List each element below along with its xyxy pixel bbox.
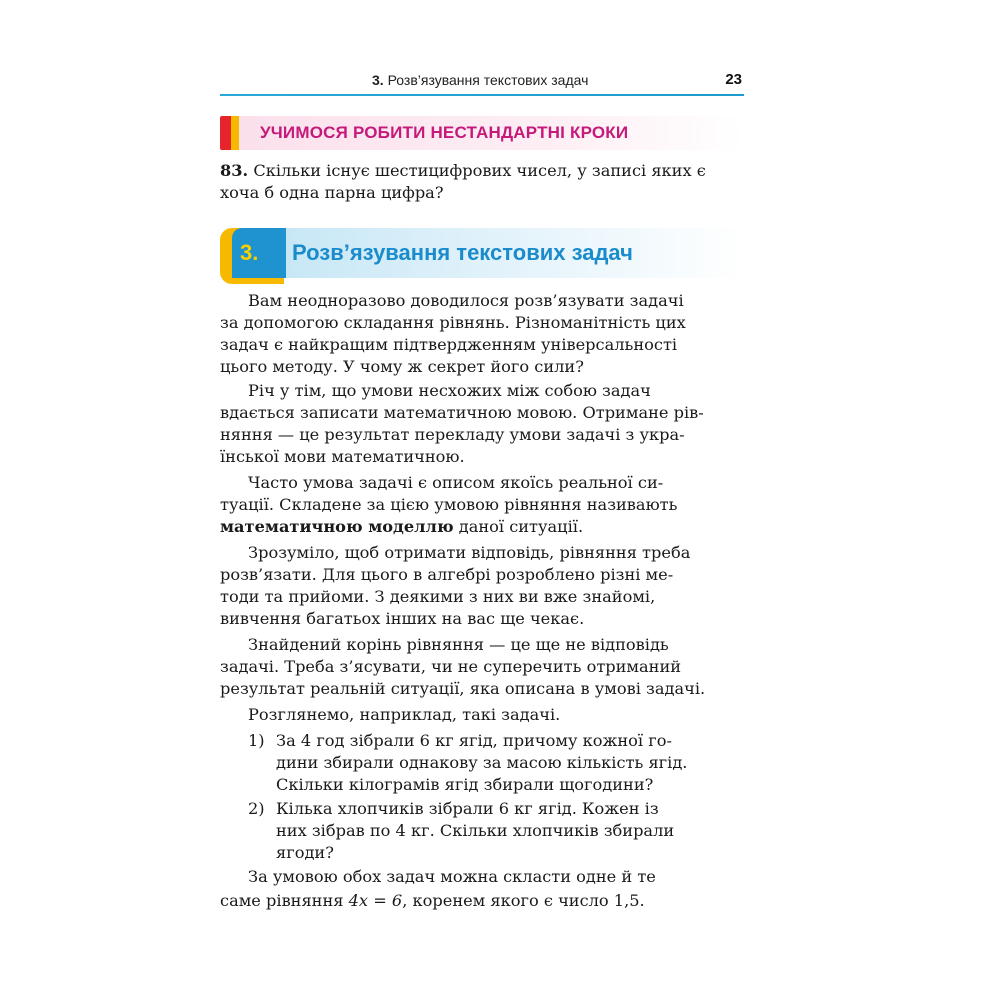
header-divider: [220, 94, 744, 96]
page-number: 23: [725, 71, 742, 88]
item-2-number: 2): [248, 799, 265, 818]
paragraph-1-line-3: задач є найкращим підтвердженням універсальності: [220, 335, 678, 354]
banner-yellow-stripe: [231, 116, 239, 150]
problem-number: 83.: [220, 161, 249, 180]
paragraph-7-line-1: За умовою обох задач можна скласти одне й те: [248, 867, 656, 886]
paragraph-3-line-2: туації. Складене за цією умовою рівняння називають: [220, 495, 678, 514]
problem-83-line2: хоча б одна парна цифра?: [220, 183, 444, 203]
paragraph-2-line-2: вдається записати математичною мовою. Отримане рів-: [220, 403, 704, 422]
section-number: 3.: [240, 240, 259, 265]
section-heading: [220, 228, 744, 284]
paragraph-5-line-3: результат реальній ситуації, яка описана в умові задачі.: [220, 679, 706, 698]
paragraph-4-line-1: Зрозуміло, щоб отримати відповідь, рівняння треба: [248, 543, 691, 562]
section-title: Розв’язування текстових задач: [292, 240, 633, 265]
header-section-title: [372, 72, 588, 88]
item-1-line-1: За 4 год зібрали 6 кг ягід, причому кожної го-: [276, 731, 672, 750]
paragraph-3-line-3: [220, 516, 583, 538]
item-1-line-3: Скільки кілограмів ягід збирали щогодини?: [276, 775, 654, 794]
problem-83-line1: [220, 160, 706, 182]
paragraph-2-line-4: їнської мови математичною.: [220, 447, 465, 466]
paragraph-2-line-3: няння — це результат перекладу умови задачі з укра-: [220, 425, 685, 444]
paragraph-1-line-4: цього методу. У чому ж секрет його сили?: [220, 357, 584, 376]
header-section-text: Розв’язування текстових задач: [387, 72, 589, 88]
nonstandard-steps-banner: [220, 116, 744, 150]
item-1-line-2: дини збирали однакову за масою кількість ягід.: [276, 753, 688, 772]
paragraph-4-line-3: тоди та прийоми. З деякими з них ви вже знайомі,: [220, 587, 656, 606]
item-1-number: 1): [248, 731, 265, 750]
paragraph-4-line-4: вивчення багатьох інших на вас ще чекає.: [220, 609, 585, 628]
paragraph-5-line-2: задачі. Треба з’ясувати, чи не суперечить отриманий: [220, 657, 682, 676]
item-2-line-3: ягоди?: [276, 843, 334, 862]
paragraph-3-tail: даної ситуації.: [453, 517, 584, 536]
paragraph-7-line-2: [220, 890, 744, 912]
header-section-number: 3.: [372, 72, 384, 88]
problem-83-text: Скільки існує шестицифрових чисел, у записі яких є: [253, 161, 706, 180]
banner-title: УЧИМОСЯ РОБИТИ НЕСТАНДАРТНІ КРОКИ: [260, 123, 629, 142]
term-mathematical-model: математичною моделлю: [220, 517, 454, 536]
running-header: [220, 66, 744, 92]
paragraph-5-line-1: Знайдений корінь рівняння — це ще не відповідь: [248, 635, 669, 654]
equation: 4x = 6: [348, 891, 403, 910]
paragraph-7-text-a: саме рівняння: [220, 891, 349, 910]
item-2-line-1: Кілька хлопчиків зібрали 6 кг ягід. Кожен із: [276, 799, 659, 818]
problem-83: [220, 160, 744, 205]
banner-red-stripe: [220, 116, 231, 150]
paragraph-7-text-b: , коренем якого є число 1,5.: [402, 891, 645, 910]
paragraph-6: Розглянемо, наприклад, такі задачі.: [248, 705, 561, 724]
paragraph-1-line-2: за допомогою складання рівнянь. Різноманітність цих: [220, 313, 686, 332]
item-2-line-2: них зібрав по 4 кг. Скільки хлопчиків збирали: [276, 821, 675, 840]
paragraph-1-line-1: Вам неодноразово доводилося розв’язувати задачі: [248, 291, 684, 310]
paragraph-2-line-1: Річ у тім, що умови несхожих між собою задач: [248, 381, 651, 400]
paragraph-3-line-1: Часто умова задачі є описом якоїсь реальної си-: [248, 473, 664, 492]
paragraph-4-line-2: розв’язати. Для цього в алгебрі розроблено різні ме-: [220, 565, 674, 584]
